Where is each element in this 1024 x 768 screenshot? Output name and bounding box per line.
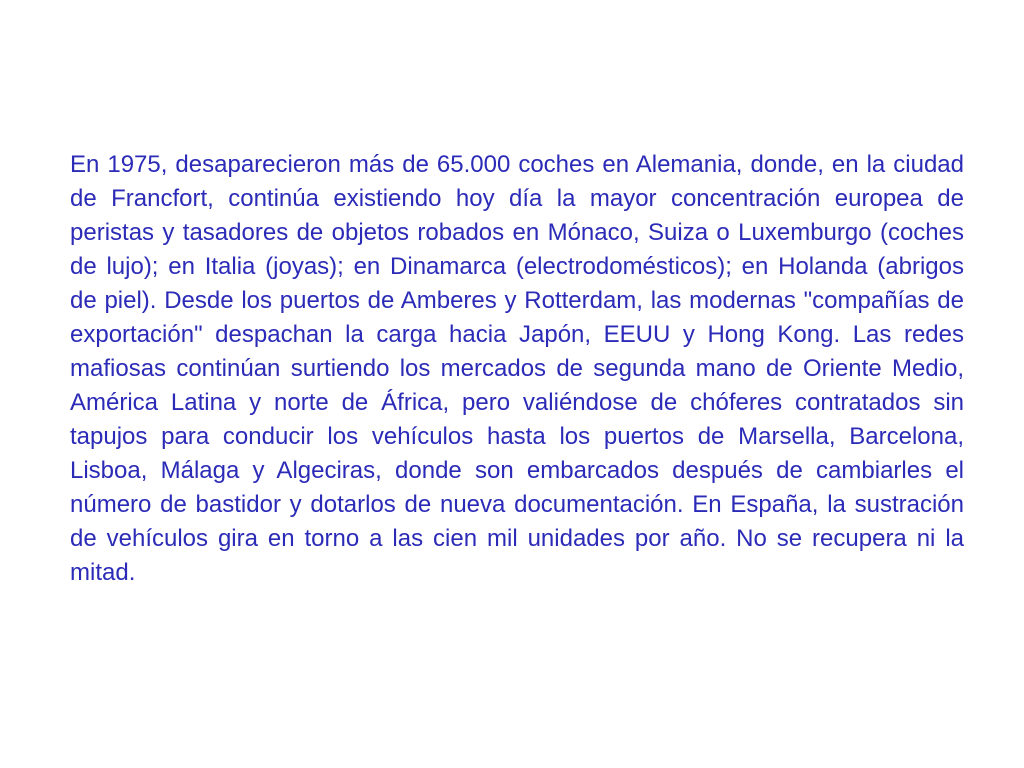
body-paragraph: En 1975, desaparecieron más de 65.000 coches en Alemania, donde, en la ciudad de Francfort, continúa existiendo hoy día la mayor concentración europea de peristas y tasadores de objetos robados en Mónaco, Suiza o Luxemburgo (coches de lujo); en Italia (joyas); en Dinamarca (electrodomésticos); en Holanda (abrigos de piel). Desde los puertos de Amberes y Rotterdam, las modernas "compañías de exportación" despachan la carga hacia Japón, EEUU y Hong Kong. Las redes mafiosas continúan surtiendo los mercados de segunda mano de Oriente Medio, América Latina y norte de África, pero valiéndose de chóferes contratados sin tapujos para conducir los vehículos hasta los puertos de Marsella, Barcelona, Lisboa, Málaga y Algeciras, donde son embarcados después de cambiarles el número de bastidor y dotarlos de nueva documentación. En España, la sustración de vehículos gira en torno a las cien mil unidades por año. No se recupera ni la mitad. <box>70 151 964 586</box>
